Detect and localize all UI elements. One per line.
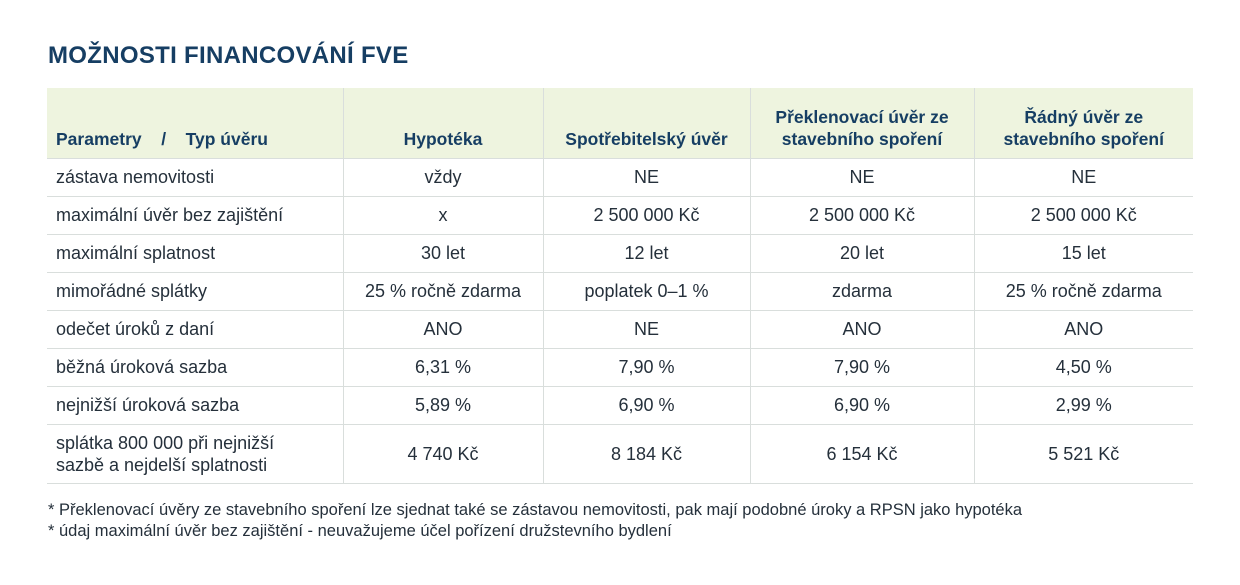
header-regular-line1: Řádný úvěr ze [1024,107,1144,127]
cell-bridging-loan: 2 500 000 Kč [750,197,974,235]
table-row [47,197,1193,235]
footnotes [48,500,1022,542]
cell-regular-loan: 25 % ročně zdarma [974,273,1193,311]
cell-bridging-loan: 20 let [750,235,974,273]
row-param-label: nejnižší úroková sazba [47,387,343,425]
header-loan-type-label: Typ úvěru [185,129,268,149]
header-bridging-line1: Překlenovací úvěr ze [775,107,949,127]
table-row [47,349,1193,387]
table-header-row [47,88,1193,159]
cell-consumer-loan: 12 let [543,235,750,273]
header-regular-loan [974,88,1193,159]
table-row [47,273,1193,311]
cell-consumer-loan: NE [543,311,750,349]
header-param-label: Parametry [56,129,142,149]
page-title: MOŽNOSTI FINANCOVÁNÍ FVE [48,42,409,69]
cell-bridging-loan: ANO [750,311,974,349]
cell-bridging-loan: NE [750,159,974,197]
cell-mortgage: ANO [343,311,543,349]
cell-consumer-loan: 2 500 000 Kč [543,197,750,235]
cell-bridging-loan: zdarma [750,273,974,311]
cell-mortgage: 4 740 Kč [343,425,543,484]
header-param-separator: / [161,129,167,149]
row-param-label: zástava nemovitosti [47,159,343,197]
row-param-label [47,425,343,484]
header-mortgage: Hypotéka [343,88,543,159]
table-row [47,235,1193,273]
cell-regular-loan: 5 521 Kč [974,425,1193,484]
cell-mortgage: 30 let [343,235,543,273]
cell-regular-loan: ANO [974,311,1193,349]
cell-consumer-loan: 6,90 % [543,387,750,425]
cell-bridging-loan: 6 154 Kč [750,425,974,484]
row-param-line1: splátka 800 000 při nejnižší [56,433,275,453]
cell-regular-loan: NE [974,159,1193,197]
row-param-label: mimořádné splátky [47,273,343,311]
cell-bridging-loan: 6,90 % [750,387,974,425]
row-param-label: maximální splatnost [47,235,343,273]
header-consumer-loan: Spotřebitelský úvěr [543,88,750,159]
cell-consumer-loan: poplatek 0–1 % [543,273,750,311]
cell-mortgage: 25 % ročně zdarma [343,273,543,311]
header-parameters [47,88,343,159]
cell-mortgage: 5,89 % [343,387,543,425]
cell-regular-loan: 15 let [974,235,1193,273]
header-bridging-line2: stavebního spoření [781,129,943,149]
cell-consumer-loan: 7,90 % [543,349,750,387]
cell-consumer-loan: NE [543,159,750,197]
cell-consumer-loan: 8 184 Kč [543,425,750,484]
row-param-label: odečet úroků z daní [47,311,343,349]
header-regular-line2: stavebního spoření [1003,129,1164,149]
table-row [47,425,1193,484]
cell-mortgage: vždy [343,159,543,197]
row-param-label: maximální úvěr bez zajištění [47,197,343,235]
table-row [47,311,1193,349]
cell-regular-loan: 4,50 % [974,349,1193,387]
cell-mortgage: 6,31 % [343,349,543,387]
footnote: * údaj maximální úvěr bez zajištění - neuvažujeme účel pořízení družstevního bydlení [48,522,672,540]
row-param-line2: sazbě a nejdelší splatnosti [56,455,268,475]
table-row [47,387,1193,425]
cell-regular-loan: 2,99 % [974,387,1193,425]
financing-table [47,88,1193,484]
cell-bridging-loan: 7,90 % [750,349,974,387]
cell-regular-loan: 2 500 000 Kč [974,197,1193,235]
footnote: * Překlenovací úvěry ze stavebního spoření lze sjednat také se zástavou nemovitosti, pak mají podobné úroky a RPSN jako hypotéka [48,501,1023,519]
table-row [47,159,1193,197]
cell-mortgage: x [343,197,543,235]
header-bridging-loan [750,88,974,159]
row-param-label: běžná úroková sazba [47,349,343,387]
